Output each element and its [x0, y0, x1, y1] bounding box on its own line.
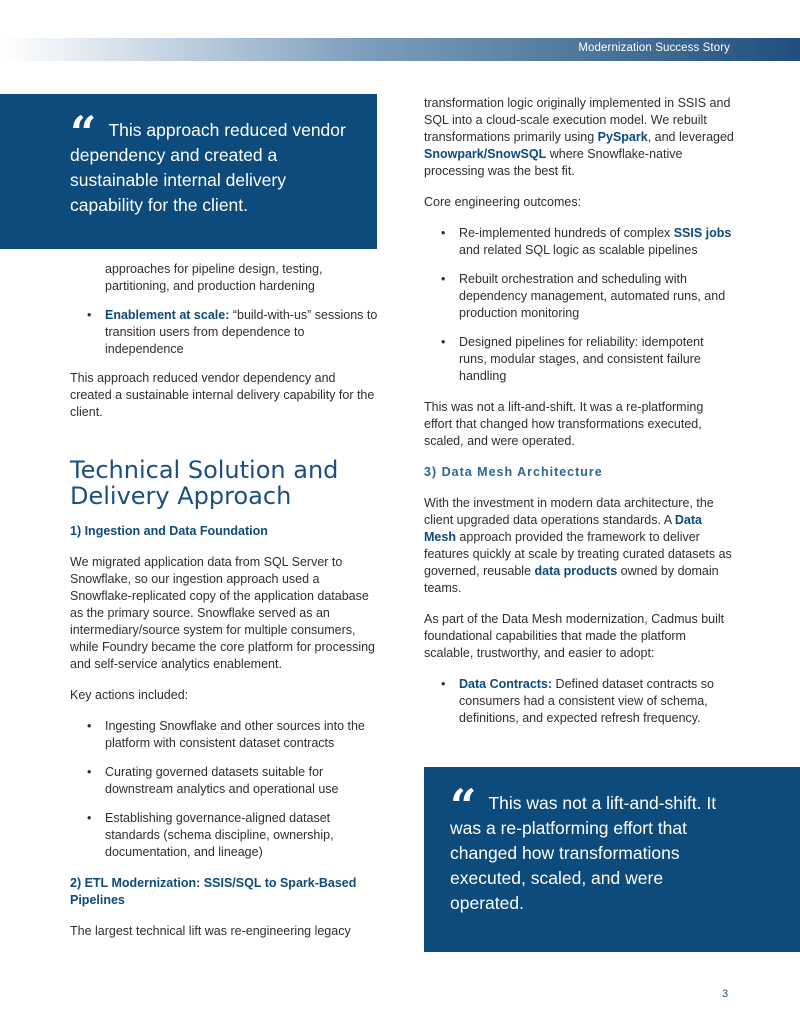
subsection-title-3: 3) Data Mesh Architecture: [424, 465, 603, 479]
list-item: approaches for pipeline design, testing, partitioning, and production hardening: [105, 262, 323, 293]
section-title: Technical Solution and Delivery Approach: [70, 456, 339, 510]
core-outcomes-label: Core engineering outcomes:: [424, 195, 582, 209]
page-number: 3: [722, 988, 729, 1000]
paragraph: transformation logic originally implemented in SSIS and SQL into a cloud-scale execution model. We rebuilt transformations primarily using PySpark, and leveraged Snowpark/SnowSQL where Snowflake-native processing was the best fit.: [424, 96, 734, 178]
paragraph: With the investment in modern data architecture, the client upgraded data operations standards. A Data Mesh approach provided the framework to deliver features quickly at scale by treating curated datasets as governed, reusable data products owned by domain teams.: [424, 496, 732, 595]
pull-quote-1-text-block: [70, 106, 350, 218]
left-column: [70, 261, 380, 954]
list-item: • Enablement at scale: “build-with-us” sessions to transition users from dependence to independence: [105, 307, 380, 358]
list-item: • Rebuilt orchestration and scheduling with dependency management, automated runs, and production monitoring: [459, 271, 734, 322]
pull-quote-2-text: This was not a lift-and-shift. It was a re-platforming effort that changed how transformations executed, scaled, and were operated.: [450, 793, 717, 913]
key-actions-label: Key actions included:: [70, 688, 189, 702]
subsection-title-2: 2) ETL Modernization: SSIS/SQL to Spark-Based Pipelines: [70, 876, 357, 907]
pyspark-term: PySpark: [597, 130, 648, 144]
data-products-term: data products: [534, 564, 618, 578]
list-item: • Curating governed datasets suitable for downstream analytics and operational use: [105, 764, 380, 798]
quote-mark-icon: “: [70, 106, 97, 160]
paragraph: We migrated application data from SQL Server to Snowflake, so our ingestion approach used a Snowflake-replicated copy of the application database as the primary source. Snowflake served as an intermediary/source system for multiple consumers, while Foundry became the core platform for processing and self-service analytics enablement.: [70, 555, 376, 671]
paragraph: This approach reduced vendor dependency and created a sustainable internal delivery capability for the client.: [70, 371, 375, 419]
header-band: [0, 38, 800, 61]
paragraph: The largest technical lift was re-engineering legacy: [70, 924, 351, 938]
header-title: Modernization Success Story: [578, 42, 730, 54]
pull-quote-2: [424, 767, 800, 952]
list-item: • Data Contracts: Defined dataset contracts so consumers had a consistent view of schema, definitions, and expected refresh frequency.: [459, 676, 734, 727]
list-item: • Designed pipelines for reliability: idempotent runs, modular stages, and consistent failure handling: [459, 334, 734, 385]
paragraph: This was not a lift-and-shift. It was a re-platforming effort that changed how transformations executed, scaled, and were operated.: [424, 400, 704, 448]
enablement-label: Enablement at scale:: [105, 308, 230, 322]
pull-quote-1-text: This approach reduced vendor dependency and created a sustainable internal delivery capability for the client.: [70, 120, 346, 215]
snowpark-term: Snowpark/SnowSQL: [424, 147, 547, 161]
paragraph: As part of the Data Mesh modernization, Cadmus built foundational capabilities that made the platform scalable, trustworthy, and easier to adopt:: [424, 612, 725, 660]
list-item: • Establishing governance-aligned dataset standards (schema discipline, ownership, documentation, and lineage): [105, 810, 380, 861]
data-mesh-term: Data Mesh: [424, 513, 702, 544]
pull-quote-2-text-block: [450, 779, 720, 916]
right-column: [424, 95, 734, 741]
quote-mark-icon: “: [450, 779, 477, 833]
pull-quote-1: [0, 94, 377, 249]
data-contracts-label: Data Contracts:: [459, 677, 553, 691]
list-item: • Ingesting Snowflake and other sources into the platform with consistent dataset contracts: [105, 718, 380, 752]
list-item: • Re-implemented hundreds of complex SSIS jobs and related SQL logic as scalable pipelines: [459, 225, 734, 259]
subsection-title-1: 1) Ingestion and Data Foundation: [70, 524, 268, 538]
ssis-jobs-term: SSIS jobs: [673, 226, 732, 240]
